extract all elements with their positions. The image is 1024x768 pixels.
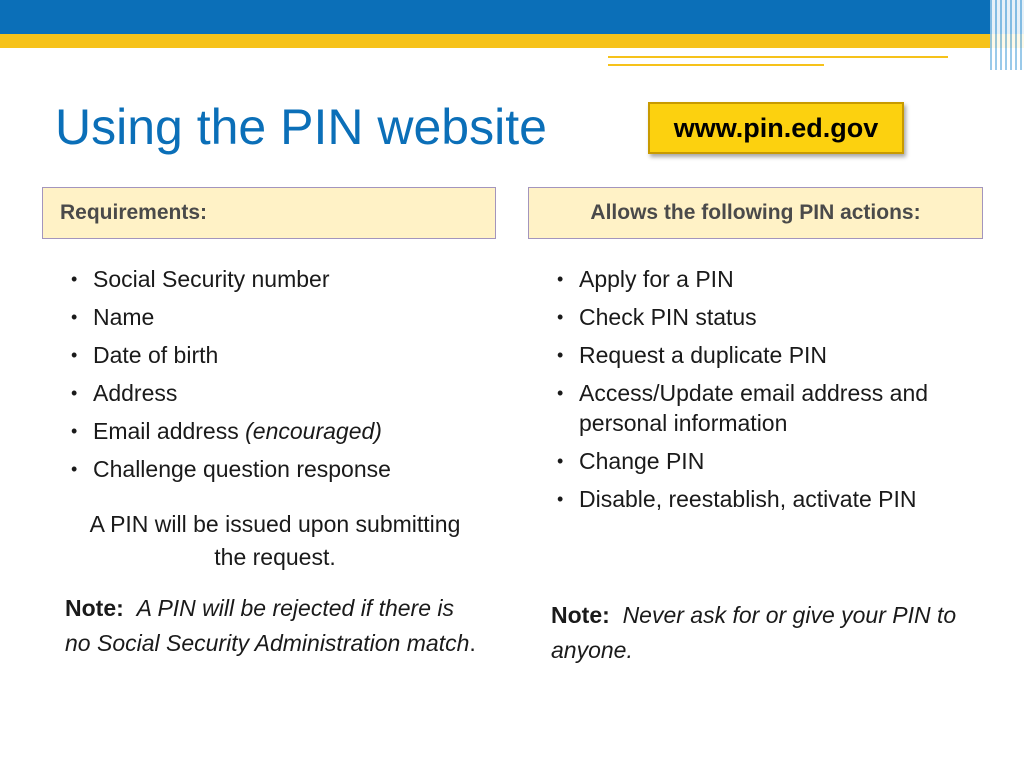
list-item — [553, 446, 973, 476]
note-label: Note: — [65, 595, 124, 621]
list-item-text: Disable, reestablish, activate PIN — [579, 486, 917, 512]
list-item — [553, 340, 973, 370]
banner-blue-bar — [0, 0, 1024, 34]
bullet-icon: • — [557, 451, 564, 471]
requirements-heading-label: Requirements: — [60, 201, 208, 224]
list-item — [553, 378, 973, 438]
list-item-text: Name — [93, 304, 155, 330]
requirements-list — [67, 264, 487, 492]
banner-yellow-bar — [0, 34, 1024, 48]
bullet-icon: • — [557, 345, 564, 365]
list-item-note: (encouraged) — [245, 418, 382, 444]
list-item-text: Check PIN status — [579, 304, 757, 330]
actions-heading — [528, 187, 983, 239]
list-item — [67, 378, 487, 408]
list-item — [67, 302, 487, 332]
list-item-text: Address — [93, 380, 178, 406]
bullet-icon: • — [71, 269, 78, 289]
bullet-icon: • — [71, 345, 78, 365]
list-item-text: Access/Update email address and personal information — [579, 380, 929, 436]
bullet-icon: • — [71, 459, 78, 479]
list-item — [67, 454, 487, 484]
list-item — [553, 302, 973, 332]
list-item — [553, 484, 973, 514]
list-item-text: Challenge question response — [93, 456, 391, 482]
requirements-note — [65, 591, 485, 661]
website-url-button[interactable]: www.pin.ed.gov — [648, 102, 904, 154]
actions-note — [551, 598, 991, 668]
banner-accent-line — [608, 64, 824, 66]
note-end: . — [469, 630, 476, 656]
list-item-text: Request a duplicate PIN — [579, 342, 828, 368]
note-label: Note: — [551, 602, 610, 628]
issued-statement: A PIN will be issued upon submitting the request. — [89, 511, 461, 570]
note-text: Never ask for or give your PIN to anyone. — [551, 602, 957, 663]
banner-stripes — [990, 0, 1024, 70]
bullet-icon: • — [557, 269, 564, 289]
bullet-icon: • — [557, 383, 564, 403]
bullet-icon: • — [71, 307, 78, 327]
list-item-text: Email address — [93, 418, 246, 444]
top-banner — [0, 0, 1024, 70]
bullet-icon: • — [71, 383, 78, 403]
list-item-text: Date of birth — [93, 342, 219, 368]
actions-heading-label: Allows the following PIN actions: — [590, 201, 921, 224]
list-item-text: Change PIN — [579, 448, 705, 474]
note-text: A PIN will be rejected if there is no Social Security Administration match — [65, 595, 470, 656]
actions-list — [553, 264, 973, 522]
bullet-icon: • — [71, 421, 78, 441]
bullet-icon: • — [557, 489, 564, 509]
banner-accent-line — [608, 56, 948, 58]
list-item — [67, 340, 487, 370]
list-item — [67, 264, 487, 294]
list-item — [553, 264, 973, 294]
bullet-icon: • — [557, 307, 564, 327]
requirements-heading — [42, 187, 496, 239]
page-title: Using the PIN website — [55, 99, 547, 155]
list-item-text: Apply for a PIN — [579, 266, 734, 292]
list-item — [67, 416, 487, 446]
list-item-text: Social Security number — [93, 266, 330, 292]
